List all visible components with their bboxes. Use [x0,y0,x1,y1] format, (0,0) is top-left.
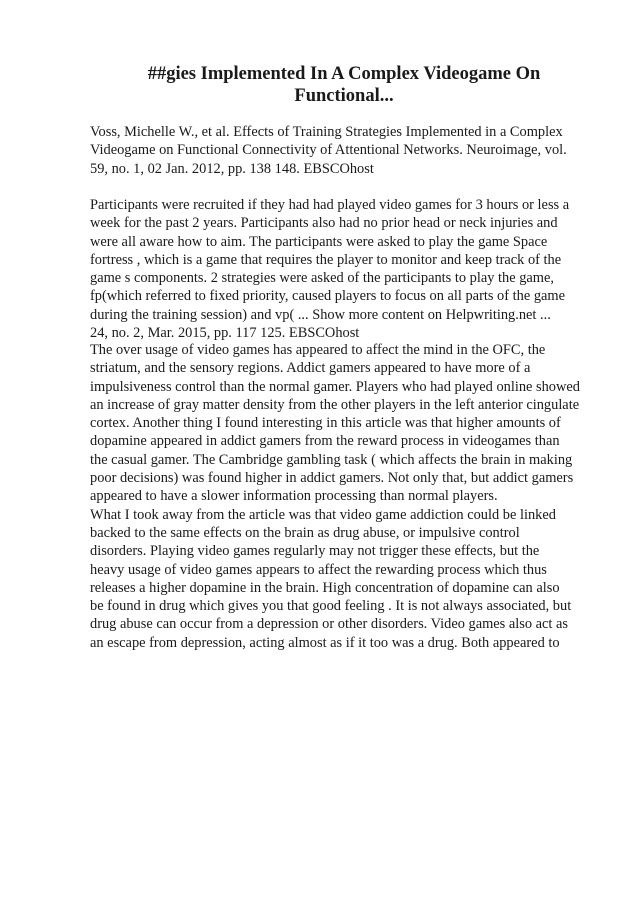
paragraph-line: an increase of gray matter density from the other players in the left anterior cingulate [90,396,580,413]
document-title [90,63,598,107]
paragraph-line: Participants were recruited if they had had played video games for 3 hours or less a [90,197,570,213]
citation-paragraph [90,123,610,178]
citation-line: Videogame on Functional Connectivity of Attentional Networks. Neuroimage, vol. [90,142,567,159]
paragraph-line: releases a higher dopamine in the brain. High concentration of dopamine can also [90,579,560,596]
paragraph-line: the casual gamer. The Cambridge gambling task ( which affects the brain in making [90,451,573,468]
body-paragraph-overuse [90,341,610,652]
title-line: ##gies Implemented In A Complex Videogame On [147,64,541,84]
paragraph-line: impulsiveness control than the normal gamer. Players who had played online showed [90,378,580,395]
paragraph-line: fp(which referred to fixed priority, caused players to focus on all parts of the game [90,288,565,305]
paragraph-line: game s components. 2 strategies were asked of the participants to play the game, [90,270,554,287]
paragraph-line: striatum, and the sensory regions. Addict gamers appeared to have more of a [90,360,531,377]
paragraph-line: 24, no. 2, Mar. 2015, pp. 117 125. EBSCOhost [90,325,360,342]
paragraph-line: What I took away from the article was that video game addiction could be linked [90,506,556,523]
body-paragraph-participants [90,196,610,342]
paragraph-line: cortex. Another thing I found interesting in this article was that higher amounts of [90,415,561,432]
paragraph-line: during the training session) and vp( ... Show more content on Helpwriting.net ... [90,306,551,323]
paragraph-line: be found in drug which gives you that good feeling . It is not always associated, but [90,598,572,615]
paragraph-line: were all aware how to aim. The participants were asked to play the game Space [90,233,548,250]
paragraph-line: poor decisions) was found higher in addict gamers. Not only that, but addict gamers [90,470,574,487]
citation-line: Voss, Michelle W., et al. Effects of Training Strategies Implemented in a Complex [90,124,563,140]
paragraph-line: an escape from depression, acting almost as if it too was a drug. Both appeared to [90,634,560,651]
paragraph-line: appeared to have a slower information processing than normal players. [90,488,498,505]
paragraph-line: The over usage of video games has appeared to affect the mind in the OFC, the [90,342,546,358]
paragraph-line: disorders. Playing video games regularly may not trigger these effects, but the [90,543,540,560]
citation-line: 59, no. 1, 02 Jan. 2012, pp. 138 148. EBSCOhost [90,160,374,177]
paragraph-line: heavy usage of video games appears to affect the rewarding process which thus [90,561,547,578]
paragraph-line: drug abuse can occur from a depression or other disorders. Video games also act as [90,616,569,633]
paragraph-line: dopamine appeared in addict gamers from the reward process in videogames than [90,433,560,450]
paragraph-line: week for the past 2 years. Participants also had no prior head or neck injuries and [90,215,558,232]
paragraph-line: fortress , which is a game that requires the player to monitor and keep track of the [90,251,562,268]
paragraph-line: backed to the same effects on the brain as drug abuse, or impulsive control [90,524,520,541]
title-line: Functional... [294,86,394,106]
